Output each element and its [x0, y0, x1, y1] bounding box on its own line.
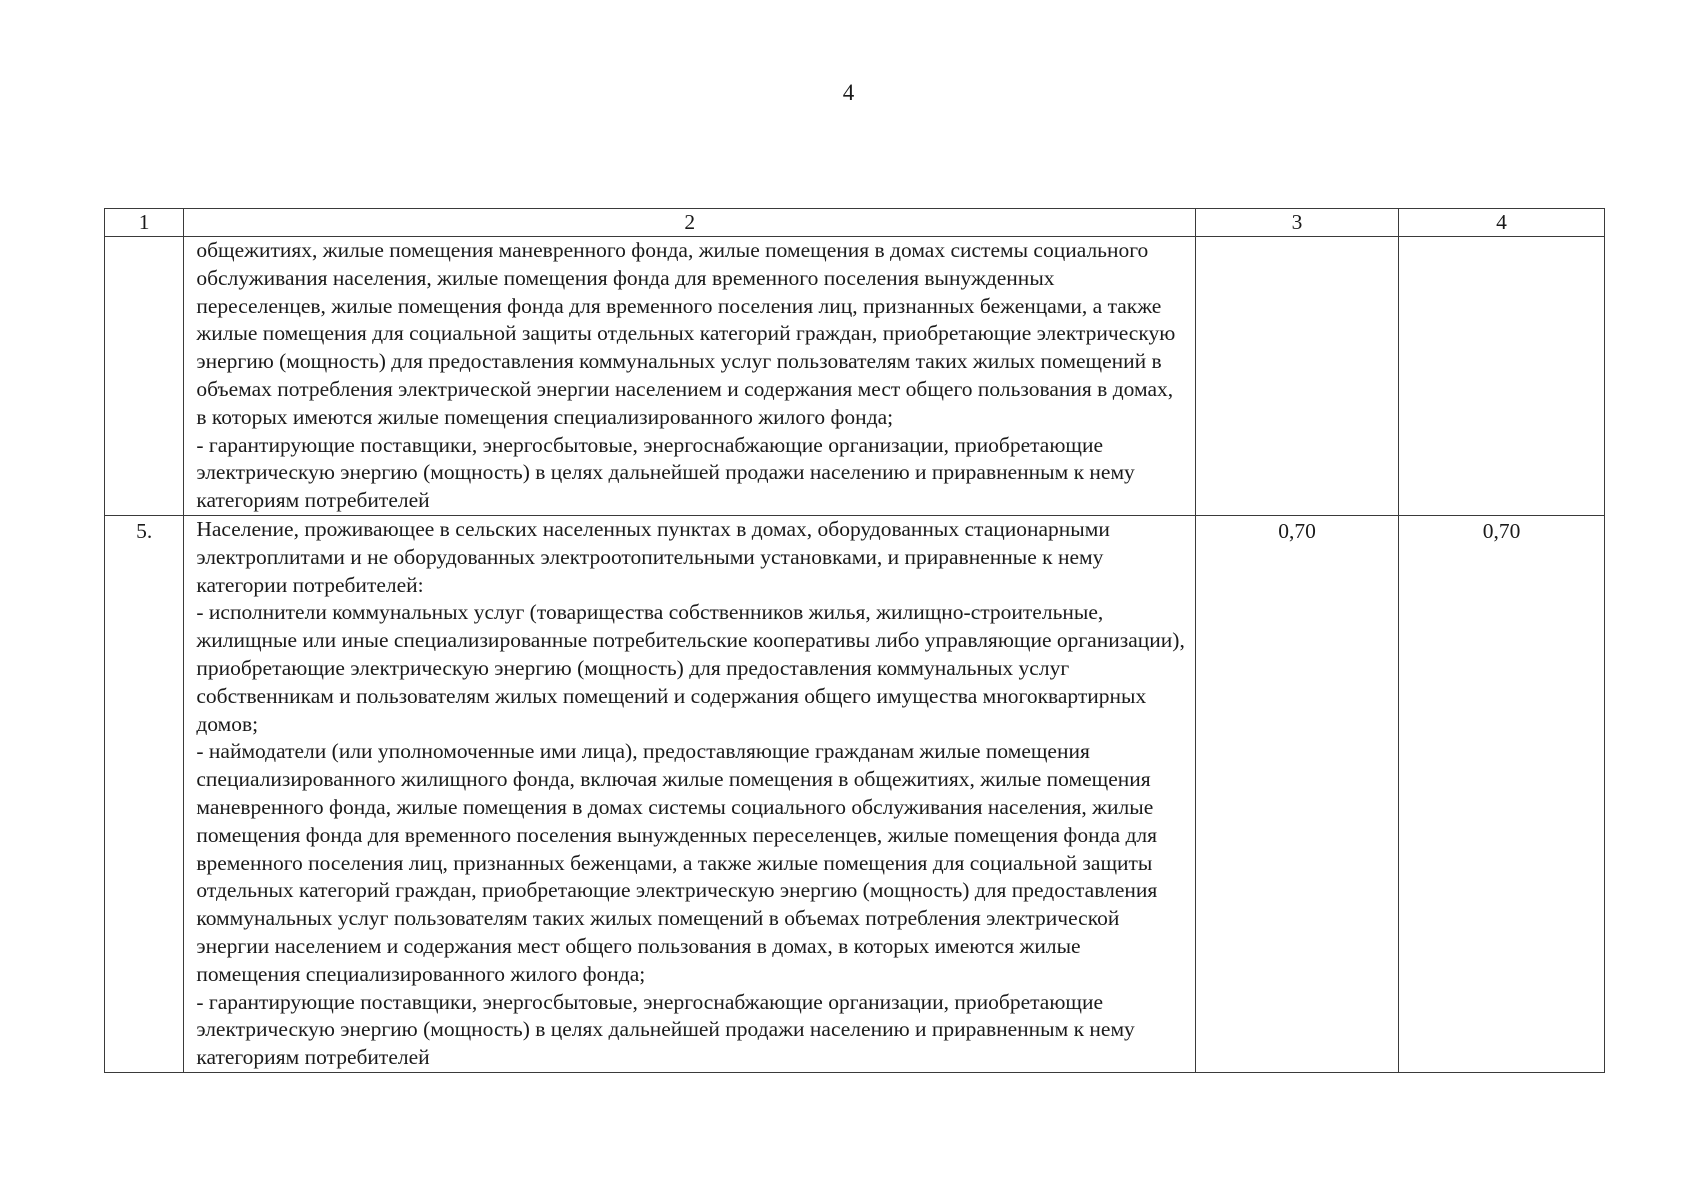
description-paragraph: - наймодатели (или уполномоченные ими лица), предоставляющие гражданам жилые помещения специализированного жилищного фонда, включая жилые помещения в общежитиях, жилые помещения маневренного фонда, жилые помещения в домах системы социального обслуживания населения, жилые помещения фонда для временного поселения вынужденных переселенцев, жилые помещения фонда для временного поселения лиц, признанных беженцами, а также жилые помещения для социальной защиты отдельных категорий граждан, приобретающие электрическую энергию (мощность) для предоставления коммунальных услуг пользователям таких жилых помещений в объемах потребления электрической энергии населением и содержания мест общего пользования в домах, в которых имеются жилые помещения специализированного жилого фонда; [196, 739, 1158, 986]
row-number-cell: 5. [105, 515, 184, 1072]
column-header-1: 1 [105, 209, 184, 237]
description-paragraph: - гарантирующие поставщики, энергосбытовые, энергоснабжающие организации, приобретающие электрическую энергию (мощность) в целях дальнейшей продажи населению и приравненным к нему категориям потребителей [196, 432, 1135, 513]
row-description-cell [184, 515, 1196, 1072]
column-header-4: 4 [1399, 209, 1605, 237]
tariff-table [104, 208, 1605, 1073]
row-value-col3: 0,70 [1196, 515, 1399, 1072]
description-paragraph: Население, проживающее в сельских населенных пунктах в домах, оборудованных стационарными электроплитами и не оборудованных электроотопительными установками, и приравненные к нему категории потребителей: [196, 516, 1110, 597]
description-paragraph: - гарантирующие поставщики, энергосбытовые, энергоснабжающие организации, приобретающие электрическую энергию (мощность) в целях дальнейшей продажи населению и приравненным к нему категориям потребителей [196, 989, 1135, 1070]
column-header-2: 2 [184, 209, 1196, 237]
description-paragraph: общежитиях, жилые помещения маневренного фонда, жилые помещения в домах системы социального обслуживания населения, жилые помещения фонда для временного поселения вынужденных переселенцев, жилые помещения фонда для временного поселения лиц, признанных беженцами, а также жилые помещения для социальной защиты отдельных категорий граждан, приобретающие электрическую энергию (мощность) для предоставления коммунальных услуг пользователям таких жилых помещений в объемах потребления электрической энергии населением и содержания мест общего пользования в домах, в которых имеются жилые помещения специализированного жилого фонда; [196, 238, 1176, 429]
description-paragraph: - исполнители коммунальных услуг (товарищества собственников жилья, жилищно-строительные, жилищные или иные специализированные потребительские кооперативы либо управляющие организации), приобретающие электрическую энергию (мощность) для предоставления коммунальных услуг собственникам и пользователям жилых помещений и содержания общего имущества многоквартирных домов; [196, 600, 1185, 736]
page-number: 4 [842, 80, 855, 105]
row-value-col4 [1399, 237, 1605, 516]
row-value-col4: 0,70 [1399, 515, 1605, 1072]
table-header-row [105, 209, 1605, 237]
table-row [105, 237, 1605, 516]
row-value-col3 [1196, 237, 1399, 516]
table-row [105, 515, 1605, 1072]
column-header-3: 3 [1196, 209, 1399, 237]
row-description-cell [184, 237, 1196, 516]
row-number-cell [105, 237, 184, 516]
